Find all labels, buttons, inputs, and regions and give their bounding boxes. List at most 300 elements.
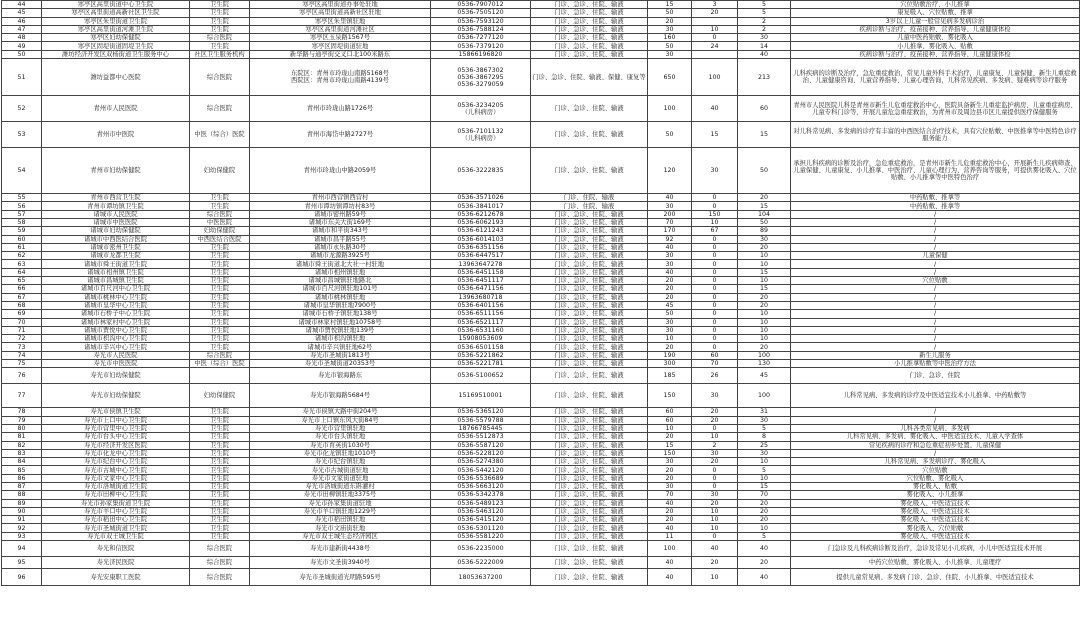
cell-doctors: 31 — [738, 408, 791, 416]
cell-row-number: 62 — [2, 252, 42, 260]
cell-institution-type: 卫生院 — [190, 17, 250, 25]
cell-row-number: 81 — [2, 433, 42, 441]
cell-pediatric-beds: 10 — [692, 524, 738, 532]
cell-institution-type: 卫生院 — [190, 458, 250, 466]
cell-phone: 0536-3867302 0536-3867295 0536-3279059 — [431, 59, 531, 96]
cell-services: 门诊、急诊、住院、输液 — [531, 218, 648, 226]
cell-beds: 20 — [648, 474, 692, 482]
cell-specialty-services: 小儿推拿贴敷等中医治疗方法 — [791, 360, 1080, 368]
cell-beds: 20 — [648, 293, 692, 301]
cell-institution-name: 青州市妇幼保健院 — [42, 148, 190, 194]
cell-phone: 13963680718 — [431, 293, 531, 301]
table-row — [2, 449, 1080, 457]
cell-services: 门诊、急诊、住院、输液 — [531, 210, 648, 218]
cell-institution-type: 卫生院 — [190, 532, 250, 540]
cell-institution-name: 寿光市纪台中心卫生院 — [42, 458, 190, 466]
cell-phone: 0536-7907012 — [431, 1, 531, 9]
cell-address: 寿光市圣城街1813号 — [250, 351, 431, 359]
table-row — [2, 17, 1080, 25]
cell-address: 寿光市侯镇大路中街204号 — [250, 408, 431, 416]
cell-specialty-services: / — [791, 268, 1080, 276]
cell-phone: 0536-7505120 — [431, 9, 531, 17]
cell-specialty-services: / — [791, 293, 1080, 301]
cell-doctors: 5 — [738, 9, 791, 17]
table-row — [2, 433, 1080, 441]
cell-phone: 0536-3841017 — [431, 202, 531, 210]
cell-address: 寿光市洛城街道东斟灌村 — [250, 482, 431, 490]
cell-row-number: 56 — [2, 202, 42, 210]
table-row — [2, 210, 1080, 218]
cell-phone: 0536-6351156 — [431, 243, 531, 251]
cell-specialty-services: / — [791, 260, 1080, 268]
cell-institution-type: 中医（综合）医院 — [190, 360, 250, 368]
cell-institution-name: 诸城市桃林中心卫生院 — [42, 293, 190, 301]
cell-address: 寿光市纪台镇驻地 — [250, 458, 431, 466]
cell-doctors: 10 — [738, 260, 791, 268]
cell-beds: 40 — [648, 557, 692, 569]
cell-institution-name: 潍坊经济开发区双杨街道卫生服务中心 — [42, 50, 190, 58]
cell-pediatric-beds: 60 — [692, 351, 738, 359]
cell-beds: 20 — [648, 466, 692, 474]
cell-phone: 0536-5221862 — [431, 351, 531, 359]
cell-beds: 20 — [648, 507, 692, 515]
cell-institution-name: 寿光市稻田中心卫生院 — [42, 516, 190, 524]
cell-specialty-services: 中药贴敷、推拿等 — [791, 202, 1080, 210]
cell-institution-name: 寿光市羊口中心卫生院 — [42, 507, 190, 515]
cell-pediatric-beds: 10 — [692, 507, 738, 515]
cell-phone: 0536-7593120 — [431, 17, 531, 25]
cell-pediatric-beds: 30 — [692, 491, 738, 499]
cell-institution-type: 卫生院 — [190, 343, 250, 351]
cell-phone: 0536-5365120 — [431, 408, 531, 416]
cell-institution-type: 中医医院 — [190, 218, 250, 226]
cell-specialty-services: / — [791, 235, 1080, 243]
cell-institution-name: 潍坊益都中心医院 — [42, 59, 190, 96]
cell-row-number: 68 — [2, 301, 42, 309]
cell-institution-name: 寿光市台头中心卫生院 — [42, 433, 190, 441]
cell-doctors: 20 — [738, 301, 791, 309]
cell-services: 门诊、急诊、住院、输液 — [531, 301, 648, 309]
cell-pediatric-beds: 0 — [692, 202, 738, 210]
cell-institution-name: 诸城市中医医院 — [42, 218, 190, 226]
cell-pediatric-beds: 0 — [692, 318, 738, 326]
cell-doctors: 15 — [738, 122, 791, 148]
cell-specialty-services: 对儿科常见病、多发病的诊疗有丰富的中西医结合治疗技术，具有穴位贴敷、中医推拿等中医特色诊疗服务能力 — [791, 122, 1080, 148]
cell-services: 门诊、急诊、住院、输液 — [531, 408, 648, 416]
cell-row-number: 67 — [2, 293, 42, 301]
cell-services: 门诊、急诊、住院、输液 — [531, 252, 648, 260]
cell-services: 门诊、急诊、住院、输液 — [531, 310, 648, 318]
table-row — [2, 499, 1080, 507]
cell-address: 青州市玲珑山路1726号 — [250, 96, 431, 122]
cell-pediatric-beds: 26 — [692, 368, 738, 384]
cell-beds: 40 — [648, 243, 692, 251]
cell-row-number: 75 — [2, 360, 42, 368]
cell-doctors: 10 — [738, 310, 791, 318]
cell-phone: 0536-5221781 — [431, 360, 531, 368]
cell-specialty-services: / — [791, 416, 1080, 424]
table-row — [2, 326, 1080, 334]
cell-specialty-services: 儿科常见病、多发病的诊疗及中医适宜技术小儿推拿、中药贴敷等 — [791, 384, 1080, 408]
table-row — [2, 1, 1080, 9]
cell-phone: 0536-5536689 — [431, 474, 531, 482]
cell-address: 青州市西营镇西营村 — [250, 194, 431, 202]
cell-row-number: 52 — [2, 96, 42, 122]
cell-specialty-services: 提供儿童常见病、多发病 门诊、急诊、住院、小儿推拿、中医适宜技术 — [791, 569, 1080, 586]
cell-row-number: 86 — [2, 474, 42, 482]
cell-doctors: 5 — [738, 1, 791, 9]
cell-institution-name: 诸城市枳沟中心卫生院 — [42, 335, 190, 343]
table-row — [2, 416, 1080, 424]
cell-institution-name: 诸城市龙都卫生院 — [42, 252, 190, 260]
cell-address: 寿光市羊口镇驻地1229号 — [250, 507, 431, 515]
cell-address: 寒亭区高里街道高新社区驻地 — [250, 9, 431, 17]
cell-row-number: 48 — [2, 34, 42, 42]
cell-specialty-services: 雾化吸入、穴位贴敷 — [791, 524, 1080, 532]
cell-phone: 0536-7277120 — [431, 34, 531, 42]
cell-beds: 30 — [648, 318, 692, 326]
cell-doctors: 20 — [738, 499, 791, 507]
cell-phone: 0536-6121243 — [431, 227, 531, 235]
table-row — [2, 368, 1080, 384]
cell-row-number: 65 — [2, 277, 42, 285]
table-row — [2, 424, 1080, 432]
cell-specialty-services: 疾病诊断与治疗、疫苗接种、营养指导、儿童健康体检 — [791, 50, 1080, 58]
cell-row-number: 74 — [2, 351, 42, 359]
cell-beds: 30 — [648, 458, 692, 466]
cell-institution-name: 诸城市妇幼保健院 — [42, 227, 190, 235]
cell-row-number: 72 — [2, 335, 42, 343]
cell-doctors: 100 — [738, 384, 791, 408]
cell-specialty-services: / — [791, 326, 1080, 334]
cell-phone: 0536-6447517 — [431, 252, 531, 260]
table-row — [2, 96, 1080, 122]
cell-specialty-services: 穴位贴敷治疗、小儿推拿 — [791, 1, 1080, 9]
cell-address: 青州市海岱中路2727号 — [250, 122, 431, 148]
cell-institution-name: 寿光济民医院 — [42, 557, 190, 569]
cell-doctors: 10 — [738, 524, 791, 532]
cell-doctors: 2 — [738, 17, 791, 25]
cell-institution-type: 卫生院 — [190, 42, 250, 50]
table-row — [2, 343, 1080, 351]
cell-services: 门诊、急诊、住院、输液 — [531, 318, 648, 326]
cell-doctors: 40 — [738, 541, 791, 557]
cell-services: 门诊、急诊、住院、输液 — [531, 458, 648, 466]
cell-institution-name: 诸城市林家村中心卫生院 — [42, 318, 190, 326]
cell-services: 门诊、急诊、住院、输液 — [531, 326, 648, 334]
cell-institution-type: 妇幼保健院 — [190, 227, 250, 235]
cell-doctors: 15 — [738, 482, 791, 490]
cell-pediatric-beds: 0 — [692, 252, 738, 260]
cell-row-number: 64 — [2, 268, 42, 276]
table-row — [2, 227, 1080, 235]
cell-row-number: 88 — [2, 491, 42, 499]
cell-services: 门诊、急诊、住院、输液 — [531, 474, 648, 482]
cell-row-number: 66 — [2, 285, 42, 293]
cell-pediatric-beds: 20 — [692, 557, 738, 569]
cell-pediatric-beds: 10 — [692, 569, 738, 586]
cell-pediatric-beds: 0 — [692, 34, 738, 42]
cell-phone: 13963647278 — [431, 260, 531, 268]
cell-row-number: 69 — [2, 310, 42, 318]
cell-beds: 20 — [648, 17, 692, 25]
cell-beds: 185 — [648, 368, 692, 384]
cell-address: 寿光市孙家集街道驻地 — [250, 499, 431, 507]
cell-phone: 0536-6511156 — [431, 310, 531, 318]
cell-pediatric-beds: 10 — [692, 218, 738, 226]
cell-pediatric-beds: 40 — [692, 96, 738, 122]
cell-pediatric-beds: 0 — [692, 335, 738, 343]
cell-address: 寿光市银海路东 — [250, 368, 431, 384]
cell-services: 门诊、急诊、住院、输液 — [531, 268, 648, 276]
cell-specialty-services: 穴位贴敷、雾化吸入 — [791, 474, 1080, 482]
cell-institution-name: 寒亭区固堤街道固堤卫生院 — [42, 42, 190, 50]
table-row — [2, 285, 1080, 293]
cell-beds: 100 — [648, 541, 692, 557]
table-row — [2, 360, 1080, 368]
cell-institution-name: 青州市谭坊镇卫生院 — [42, 202, 190, 210]
cell-specialty-services: 儿科常见病、多发病诊疗、雾化吸入 — [791, 458, 1080, 466]
cell-phone: 0536-6501158 — [431, 343, 531, 351]
cell-institution-name: 寿光市人民医院 — [42, 351, 190, 359]
cell-specialty-services: / — [791, 210, 1080, 218]
cell-pediatric-beds: 0 — [692, 285, 738, 293]
cell-phone: 0536-5301120 — [431, 524, 531, 532]
cell-row-number: 76 — [2, 368, 42, 384]
cell-doctors: 8 — [738, 433, 791, 441]
cell-address: 寿光市文庙街驻地 — [250, 524, 431, 532]
cell-doctors: 5 — [738, 466, 791, 474]
cell-institution-type: 中西医结合医院 — [190, 235, 250, 243]
cell-row-number: 49 — [2, 42, 42, 50]
cell-address: 寿光市建新街4438号 — [250, 541, 431, 557]
cell-services: 门诊、急诊、住院、输液 — [531, 499, 648, 507]
cell-institution-name: 诸城市人民医院 — [42, 210, 190, 218]
cell-beds: 30 — [648, 260, 692, 268]
cell-specialty-services: 雾化吸入、小儿推拿 — [791, 491, 1080, 499]
cell-institution-name: 寒亭区朱里街道卫生院 — [42, 17, 190, 25]
cell-beds: 40 — [648, 268, 692, 276]
cell-doctors: 5 — [738, 532, 791, 540]
cell-institution-type: 综合医院 — [190, 351, 250, 359]
cell-services: 门诊、急诊、住院、输液 — [531, 360, 648, 368]
cell-institution-name: 寿光市文家中心卫生院 — [42, 474, 190, 482]
cell-address: 寒亭区高里街道河滩社区 — [250, 25, 431, 33]
cell-beds: 120 — [648, 148, 692, 194]
cell-doctors: 30 — [738, 449, 791, 457]
cell-specialty-services: 儿科疾病的诊断及治疗，急危重症救治，常见儿童外科手术治疗，儿童康复、儿童保健、新生儿重症救治、儿童健康咨询、儿童营养指导、儿童心理咨询，儿科常见疾病、多发病、疑难病等诊疗服务 — [791, 59, 1080, 96]
cell-pediatric-beds: 10 — [692, 516, 738, 524]
cell-beds: 50 — [648, 42, 692, 50]
cell-phone: 0536-5415120 — [431, 516, 531, 524]
cell-phone: 0536-5342378 — [431, 491, 531, 499]
cell-pediatric-beds: 0 — [692, 235, 738, 243]
cell-institution-type: 卫生院 — [190, 491, 250, 499]
cell-pediatric-beds: 20 — [692, 458, 738, 466]
cell-phone: 0536-6451117 — [431, 277, 531, 285]
cell-address: 诸城市昌城镇驻地路北 — [250, 277, 431, 285]
cell-institution-name: 寿光市孙家集街道卫生院 — [42, 499, 190, 507]
cell-services: 门诊、急诊、住院、输液 — [531, 516, 648, 524]
cell-address: 新华路与通亭街交叉口北100米路东 — [250, 50, 431, 58]
cell-institution-type: 综合医院 — [190, 59, 250, 96]
cell-phone: 0536-5442120 — [431, 466, 531, 474]
cell-specialty-services: / — [791, 343, 1080, 351]
cell-pediatric-beds: 0 — [692, 277, 738, 285]
cell-institution-name: 寒亭区高里街道河滩卫生院 — [42, 25, 190, 33]
cell-specialty-services: 新生儿服务 — [791, 351, 1080, 359]
cell-phone: 0536-5663120 — [431, 482, 531, 490]
cell-beds: 20 — [648, 516, 692, 524]
cell-institution-type: 卫生院 — [190, 499, 250, 507]
cell-row-number: 51 — [2, 59, 42, 96]
cell-row-number: 96 — [2, 569, 42, 586]
table-row — [2, 516, 1080, 524]
table-row — [2, 458, 1080, 466]
cell-services: 门诊、急诊、住院、输液 — [531, 524, 648, 532]
cell-doctors: 89 — [738, 227, 791, 235]
cell-services: 门诊、急诊、住院、输液 — [531, 42, 648, 50]
cell-specialty-services: 儿童保健 — [791, 252, 1080, 260]
cell-address: 诸城市东关大街169号 — [250, 218, 431, 226]
cell-beds: 60 — [648, 408, 692, 416]
cell-doctors: 10 — [738, 326, 791, 334]
cell-services: 门诊、急诊、住院、输液 — [531, 277, 648, 285]
cell-beds: 50 — [648, 122, 692, 148]
table-row — [2, 148, 1080, 194]
cell-specialty-services: 穴位贴敷 — [791, 466, 1080, 474]
cell-address: 寿光市圣城街道光明路595号 — [250, 569, 431, 586]
cell-services: 门诊、急诊、住院、输液 — [531, 243, 648, 251]
cell-phone: 18053637200 — [431, 569, 531, 586]
cell-address: 寿光市育英街1030号 — [250, 441, 431, 449]
cell-pediatric-beds: 20 — [692, 408, 738, 416]
cell-phone: 0536-7101132 （儿科病房） — [431, 122, 531, 148]
cell-pediatric-beds: 0 — [692, 243, 738, 251]
cell-institution-name: 寿光市上口中心卫生院 — [42, 416, 190, 424]
cell-institution-type: 卫生院 — [190, 202, 250, 210]
cell-row-number: 55 — [2, 194, 42, 202]
table-row — [2, 301, 1080, 309]
cell-pediatric-beds: 0 — [692, 301, 738, 309]
cell-phone: 0536-5463120 — [431, 507, 531, 515]
cell-beds: 650 — [648, 59, 692, 96]
cell-institution-name: 寿光市营里中心卫生院 — [42, 424, 190, 432]
cell-beds: 70 — [648, 491, 692, 499]
cell-institution-type: 卫生院 — [190, 252, 250, 260]
cell-address: 寿光市双王城生态经济园区 — [250, 532, 431, 540]
cell-row-number: 80 — [2, 424, 42, 432]
cell-doctors: 20 — [738, 194, 791, 202]
cell-address: 青州市谭坊镇谭坊村83号 — [250, 202, 431, 210]
cell-doctors: 104 — [738, 210, 791, 218]
cell-pediatric-beds — [692, 17, 738, 25]
cell-beds: 10 — [648, 335, 692, 343]
cell-address: 寿光市化龙镇驻地1010号 — [250, 449, 431, 457]
cell-services: 门诊、急诊、住院、输液 — [531, 433, 648, 441]
cell-pediatric-beds: 0 — [692, 310, 738, 318]
cell-doctors: 20 — [738, 507, 791, 515]
cell-services: 门诊、急诊、住院、输液 — [531, 449, 648, 457]
cell-institution-name: 寿光市中医医院 — [42, 360, 190, 368]
cell-row-number: 50 — [2, 50, 42, 58]
cell-row-number: 45 — [2, 9, 42, 17]
cell-institution-name: 寿光市古城中心卫生院 — [42, 466, 190, 474]
cell-phone: 15908053609 — [431, 335, 531, 343]
cell-specialty-services: 雾化吸入、中医适宜技术 — [791, 532, 1080, 540]
cell-institution-name: 青州市人民医院 — [42, 96, 190, 122]
cell-beds: 30 — [648, 482, 692, 490]
table-row — [2, 42, 1080, 50]
cell-pediatric-beds: 20 — [692, 499, 738, 507]
cell-address: 寒亭区朱里镇驻地 — [250, 17, 431, 25]
cell-beds: 50 — [648, 9, 692, 17]
cell-institution-type: 卫生院 — [190, 243, 250, 251]
cell-row-number: 53 — [2, 122, 42, 148]
table-row — [2, 474, 1080, 482]
cell-institution-name: 寿光安康职工医院 — [42, 569, 190, 586]
cell-services: 门诊、急诊、住院、输液 — [531, 424, 648, 432]
cell-services: 门诊、急诊、住院、输液 — [531, 491, 648, 499]
table-row — [2, 466, 1080, 474]
cell-phone: 0536-5581220 — [431, 532, 531, 540]
cell-institution-name: 青州市中医院 — [42, 122, 190, 148]
cell-phone: 0536-6471156 — [431, 285, 531, 293]
table-row — [2, 541, 1080, 557]
cell-pediatric-beds: 40 — [692, 541, 738, 557]
table-row — [2, 25, 1080, 33]
cell-institution-type: 卫生院 — [190, 310, 250, 318]
cell-institution-name: 诸城市贾悦中心卫生院 — [42, 326, 190, 334]
table-row — [2, 277, 1080, 285]
cell-beds: 150 — [648, 384, 692, 408]
cell-services: 门诊、急诊、住院、输液 — [531, 50, 648, 58]
cell-institution-name: 寿光市双王城卫生院 — [42, 532, 190, 540]
cell-institution-type: 卫生院 — [190, 9, 250, 17]
cell-specialty-services: 疾病诊断与治疗、疫苗接种、营养指导、儿童健康体检 — [791, 25, 1080, 33]
cell-institution-type: 卫生院 — [190, 416, 250, 424]
table-row — [2, 335, 1080, 343]
cell-beds: 30 — [648, 25, 692, 33]
cell-beds: 30 — [648, 252, 692, 260]
cell-institution-type: 卫生院 — [190, 301, 250, 309]
table-row — [2, 202, 1080, 210]
cell-doctors: 2 — [738, 25, 791, 33]
table-row — [2, 351, 1080, 359]
cell-pediatric-beds: 15 — [692, 122, 738, 148]
cell-row-number: 79 — [2, 416, 42, 424]
cell-institution-type: 卫生院 — [190, 194, 250, 202]
table-row — [2, 34, 1080, 42]
cell-phone: 0536-3571026 — [431, 194, 531, 202]
cell-institution-name: 寿光市妇幼保健院 — [42, 384, 190, 408]
cell-institution-name: 诸城市中西医结合医院 — [42, 235, 190, 243]
table-row — [2, 59, 1080, 96]
cell-institution-name: 寒亭区妇幼保健院 — [42, 34, 190, 42]
cell-beds: 92 — [648, 235, 692, 243]
cell-specialty-services: / — [791, 243, 1080, 251]
cell-specialty-services: 康复吸入、穴位贴敷、推拿 — [791, 9, 1080, 17]
cell-beds: 60 — [648, 416, 692, 424]
cell-services: 门诊、急诊、住院、输液 — [531, 532, 648, 540]
cell-row-number: 82 — [2, 441, 42, 449]
cell-specialty-services: 3岁以上儿童一般常见病多发病诊治 — [791, 17, 1080, 25]
cell-services: 门诊、急诊、住院、输液 — [531, 285, 648, 293]
cell-address: 诸城市石桥子镇驻地138号 — [250, 310, 431, 318]
cell-beds: 190 — [648, 351, 692, 359]
cell-pediatric-beds: 0 — [692, 532, 738, 540]
cell-phone: 0536-6451158 — [431, 268, 531, 276]
